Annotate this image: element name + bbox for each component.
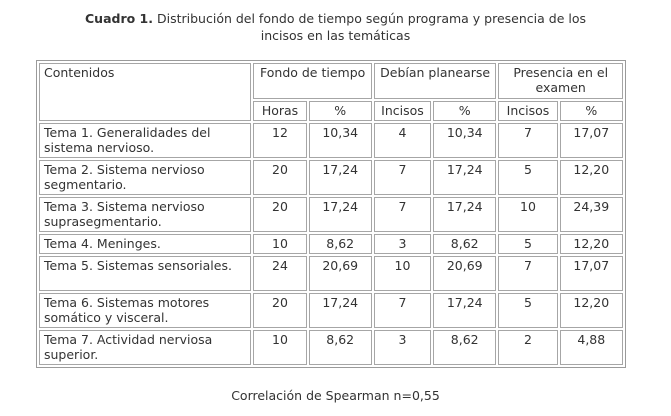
subheader-pct-3: % [560, 101, 623, 121]
cell-incisos-examen: 7 [498, 123, 557, 158]
cell-incisos-planeados: 7 [374, 197, 431, 232]
table-row [39, 197, 623, 232]
cell-pct-fondo: 17,24 [309, 160, 372, 195]
cell-tema: Tema 7. Actividad nerviosa superior. [39, 330, 251, 365]
table-row [39, 256, 623, 291]
cell-incisos-planeados: 3 [374, 234, 431, 254]
header-fondo-de-tiempo: Fondo de tiempo [253, 63, 371, 99]
cell-tema: Tema 5. Sistemas sensoriales. [39, 256, 251, 291]
cell-incisos-examen: 5 [498, 160, 557, 195]
cell-pct-planeados: 20,69 [433, 256, 496, 291]
cell-incisos-examen: 7 [498, 256, 557, 291]
cell-incisos-planeados: 10 [374, 256, 431, 291]
cell-pct-fondo: 10,34 [309, 123, 372, 158]
cell-pct-examen: 17,07 [560, 123, 623, 158]
cell-horas: 10 [253, 330, 306, 365]
cell-incisos-examen: 5 [498, 293, 557, 328]
cell-pct-examen: 24,39 [560, 197, 623, 232]
table-row [39, 160, 623, 195]
table-caption [0, 10, 671, 44]
cell-horas: 20 [253, 197, 306, 232]
table-row [39, 123, 623, 158]
cell-pct-planeados: 17,24 [433, 293, 496, 328]
cell-incisos-planeados: 7 [374, 160, 431, 195]
cell-horas: 20 [253, 160, 306, 195]
cell-incisos-planeados: 3 [374, 330, 431, 365]
spearman-correlation-note: Correlación de Spearman n=0,55 [231, 388, 440, 403]
cell-pct-examen: 17,07 [560, 256, 623, 291]
header-row [39, 63, 623, 99]
cell-pct-fondo: 8,62 [309, 234, 372, 254]
header-contenidos: Contenidos [39, 63, 251, 121]
distribution-table [36, 60, 626, 368]
cell-incisos-planeados: 4 [374, 123, 431, 158]
subheader-incisos-1: Incisos [374, 101, 431, 121]
cell-pct-planeados: 8,62 [433, 330, 496, 365]
cell-pct-examen: 4,88 [560, 330, 623, 365]
cell-pct-examen: 12,20 [560, 160, 623, 195]
table-row [39, 293, 623, 328]
cell-pct-planeados: 17,24 [433, 197, 496, 232]
cell-tema: Tema 4. Meninges. [39, 234, 251, 254]
cell-pct-planeados: 10,34 [433, 123, 496, 158]
cell-incisos-examen: 10 [498, 197, 557, 232]
cell-pct-planeados: 17,24 [433, 160, 496, 195]
cell-horas: 10 [253, 234, 306, 254]
subheader-pct-1: % [309, 101, 372, 121]
subheader-incisos-2: Incisos [498, 101, 557, 121]
subheader-horas: Horas [253, 101, 306, 121]
cell-horas: 24 [253, 256, 306, 291]
header-debian-planearse: Debían planearse [374, 63, 497, 99]
cell-pct-fondo: 17,24 [309, 197, 372, 232]
cell-tema: Tema 1. Generalidades del sistema nervioso. [39, 123, 251, 158]
cell-horas: 12 [253, 123, 306, 158]
cell-pct-fondo: 20,69 [309, 256, 372, 291]
table-row [39, 330, 623, 365]
cell-pct-examen: 12,20 [560, 293, 623, 328]
table-row [39, 234, 623, 254]
cell-tema: Tema 2. Sistema nervioso segmentario. [39, 160, 251, 195]
header-presencia-examen: Presencia en el examen [498, 63, 623, 99]
cell-pct-planeados: 8,62 [433, 234, 496, 254]
cell-horas: 20 [253, 293, 306, 328]
cell-pct-fondo: 17,24 [309, 293, 372, 328]
subheader-pct-2: % [433, 101, 496, 121]
cell-pct-fondo: 8,62 [309, 330, 372, 365]
caption-label: Cuadro 1. [85, 11, 154, 26]
cell-incisos-examen: 2 [498, 330, 557, 365]
cell-tema: Tema 6. Sistemas motores somático y visceral. [39, 293, 251, 328]
cell-tema: Tema 3. Sistema nervioso suprasegmentario. [39, 197, 251, 232]
cell-incisos-planeados: 7 [374, 293, 431, 328]
cell-incisos-examen: 5 [498, 234, 557, 254]
caption-text: Distribución del fondo de tiempo según programa y presencia de los [153, 11, 586, 26]
caption-text-line2: incisos en las temáticas [260, 28, 411, 43]
cell-pct-examen: 12,20 [560, 234, 623, 254]
